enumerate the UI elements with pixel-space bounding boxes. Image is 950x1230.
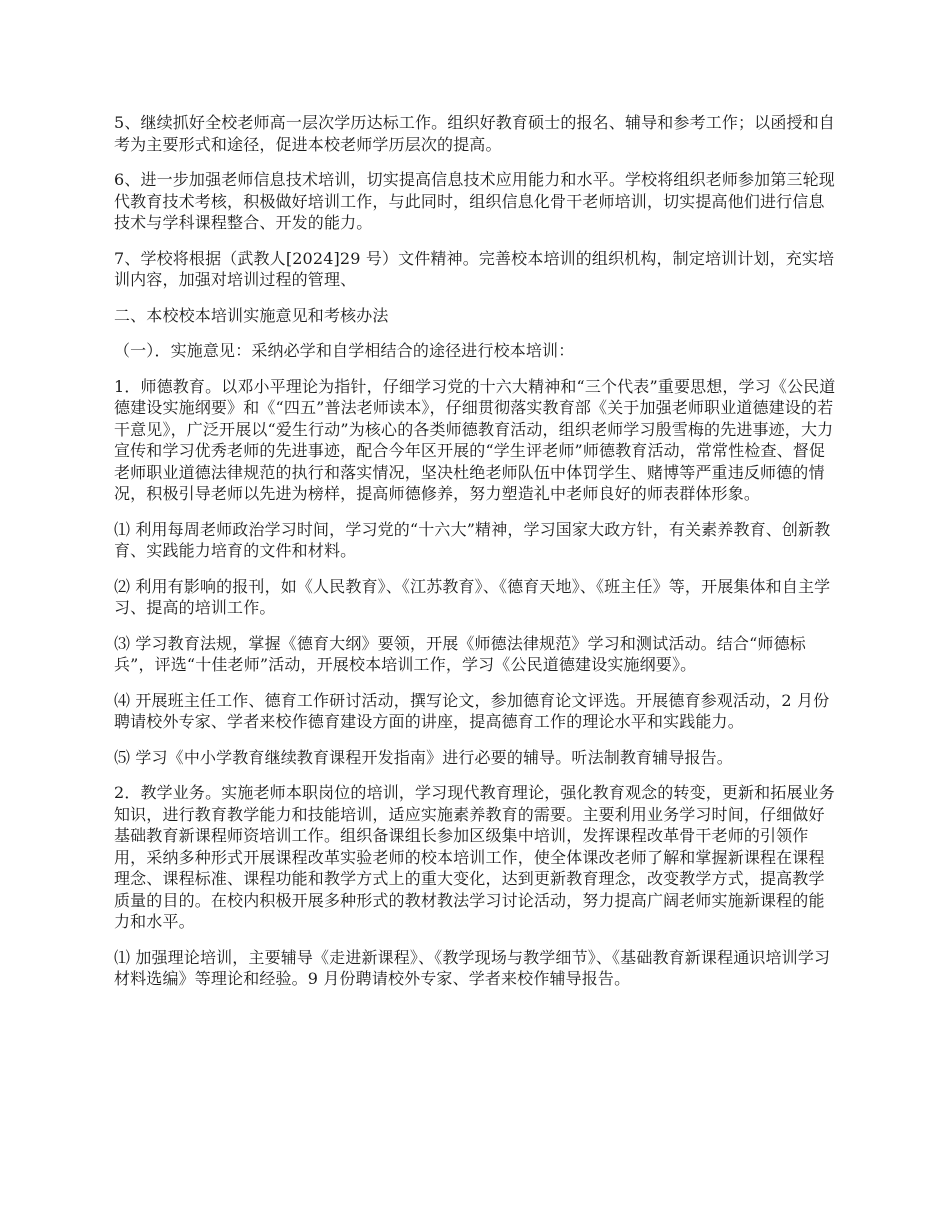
list-item-teaching-1: ⑴ 加强理论培训，主要辅导《走进新课程》、《教学现场与教学细节》、《基础教育新课程通识培训学习材料选编》等理论和经验。9 月份聘请校外专家、学者来校作辅导报告。 [114, 947, 831, 988]
paragraph-item-7-school-document: 7、学校将根据（武教人[2024]29 号）文件精神。完善校本培训的组织机构，制定培训计划，充实培训内容，加强对培训过程的管理、 [114, 248, 835, 289]
subsection-heading-1: （一）．实施意见：采纳必学和自学相结合的途径进行校本培训： [114, 341, 575, 360]
paragraph-item-5-degree: 5、继续抓好全校老师高一层次学历达标工作。组织好教育硕士的报名、辅导和参考工作；以函授和自考为主要形式和途径，促进本校老师学历层次的提高。 [114, 113, 835, 154]
list-item-ethics-1: ⑴ 利用每周老师政治学习时间，学习党的“十六大”精神，学习国家大政方针，有关素养教育、创新教育、实践能力培育的文件和材料。 [114, 519, 831, 560]
paragraph-teaching-business: 2．教学业务。实施老师本职岗位的培训，学习现代教育理论，强化教育观念的转变，更新和拓展业务知识，进行教育教学能力和技能培训，适应实施素养教育的需要。主要利用业务学习时间，仔细做好基础教育新课程师资培训工作。组织备课组长参加区级集中培训，发挥课程改革骨干老师的引领作用，采纳多种形式开展课程改革实验老师的校本培训工作，使全体课改老师了解和掌握新课程在课程理念、课程标准、课程功能和教学方式上的重大变化，达到更新教育理念，改变教学方式，提高教学质量的目的。在校内积极开展多种形式的教材教法学习讨论活动，努力提高广阔老师实施新课程的能力和水平。 [114, 783, 835, 931]
paragraph-item-6-it-training: 6、进一步加强老师信息技术培训，切实提高信息技术应用能力和水平。学校将组织老师参加第三轮现代教育技术考核，积极做好培训工作，与此同时，组织信息化骨干老师培训，切实提高他们进行信息技术与学科课程整合、开发的能力。 [114, 170, 835, 232]
list-item-ethics-3: ⑶ 学习教育法规，掌握《德育大纲》要领，开展《师德法律规范》学习和测试活动。结合“师德标兵”，评选“十佳老师”活动，开展校本培训工作，学习《公民道德建设实施纲要》。 [114, 633, 806, 674]
list-item-ethics-4: ⑷ 开展班主任工作、德育工作研讨活动，撰写论文，参加德育论文评选。开展德育参观活动，2 月份聘请校外专家、学者来校作德育建设方面的讲座，提高德育工作的理论水平和实践能力。 [114, 690, 830, 731]
section-heading-2: 二、本校校本培训实施意见和考核办法 [114, 305, 389, 325]
list-item-ethics-5: ⑸ 学习《中小学教育继续教育课程开发指南》进行必要的辅导。听法制教育辅导报告。 [114, 747, 733, 767]
list-item-ethics-2: ⑵ 利用有影响的报刊，如《人民教育》、《江苏教育》、《德育天地》、《班主任》等，开展集体和自主学习、提高的培训工作。 [114, 576, 831, 617]
paragraph-ethics-education: 1．师德教育。以邓小平理论为指针，仔细学习党的十六大精神和“三个代表”重要思想，学习《公民道德建设实施纲要》和《“四五”普法老师读本》，仔细贯彻落实教育部《关于加强老师职业道德建设的若干意见》，广泛开展以“爱生行动”为核心的各类师德教育活动，组织老师学习殷雪梅的先进事迹，大力宣传和学习优秀老师的先进事迹，配合今年区开展的“学生评老师”师德教育活动，常常性检查、督促老师职业道德法律规范的执行和落实情况，坚决杜绝老师队伍中体罚学生、赌博等严重违反师德的情况，积极引导老师以先进为榜样，提高师德修养，努力塑造礼中老师良好的师表群体形象。 [114, 376, 836, 503]
